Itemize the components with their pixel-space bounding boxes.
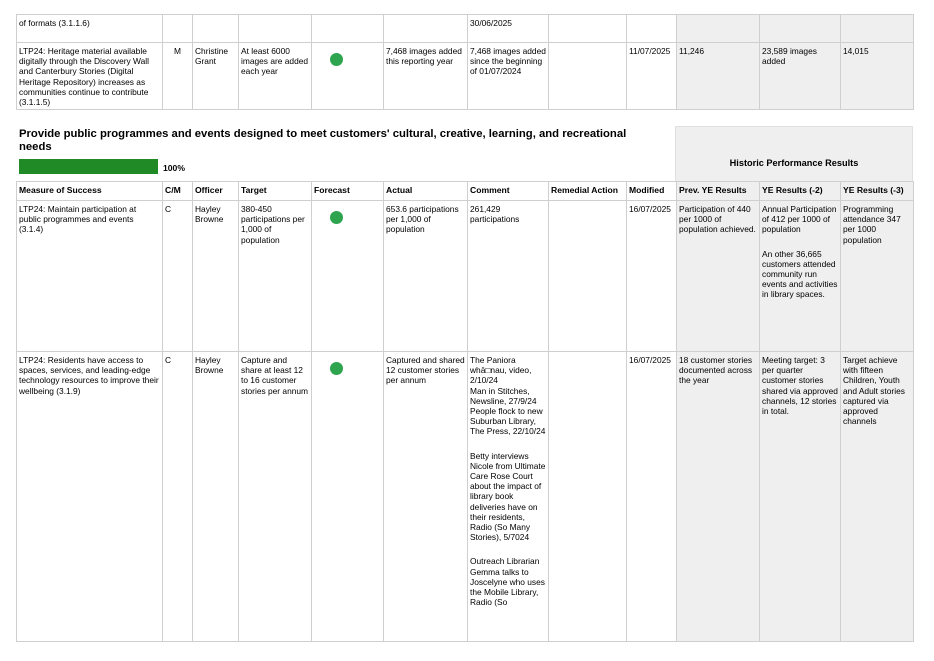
ye2-text: Annual Participation of 412 per 1000 of population xyxy=(762,204,837,235)
header-prev-ye: Prev. YE Results xyxy=(677,182,760,201)
target-cell: Capture and share at least 12 to 16 customer stories per annum xyxy=(239,352,312,642)
historic-results-title: Historic Performance Results xyxy=(729,158,859,168)
cm-cell: C xyxy=(163,352,193,642)
officer-cell: Hayley Browne xyxy=(193,201,239,352)
remedial-cell xyxy=(549,352,627,642)
table-row xyxy=(17,15,914,43)
actual-cell: 7,468 images added this reporting year xyxy=(384,43,468,110)
remedial-cell xyxy=(549,201,627,352)
header-row xyxy=(17,182,914,201)
modified-cell: 11/07/2025 xyxy=(627,43,677,110)
actual-cell: Captured and shared 12 customer stories per annum xyxy=(384,352,468,642)
header-measure: Measure of Success xyxy=(17,182,163,201)
comment-cell: 7,468 images added since the beginning of 01/07/2024 xyxy=(468,43,549,110)
progress-bar xyxy=(19,159,158,174)
ye2-cell xyxy=(760,352,841,642)
cm-cell: M xyxy=(163,43,193,110)
modified-cell: 16/07/2025 xyxy=(627,201,677,352)
actual-cell: 653.6 participations per 1,000 of population xyxy=(384,201,468,352)
comment-text: Outreach Librarian Gemma talks to Joscelyne who uses the Mobile Library, Radio (So xyxy=(470,556,545,608)
prev-ye-cell: Participation of 440 per 1000 of population achieved. xyxy=(677,201,760,352)
green-status-icon xyxy=(330,362,343,375)
modified-cell: 16/07/2025 xyxy=(627,352,677,642)
section-title: Provide public programmes and events designed to meet customers' cultural, creative, learning, and recreational needs xyxy=(19,128,627,154)
measure-cell: LTP24: Maintain participation at public programmes and events (3.1.4) xyxy=(17,201,163,352)
forecast-cell xyxy=(312,43,384,110)
progress-label: 100% xyxy=(163,163,185,173)
cm-cell xyxy=(163,15,193,43)
header-remedial: Remedial Action xyxy=(549,182,627,201)
comment-cell xyxy=(468,201,549,352)
table-row xyxy=(17,201,914,352)
officer-cell: Hayley Browne xyxy=(193,352,239,642)
target-cell xyxy=(239,15,312,43)
actual-cell xyxy=(384,15,468,43)
ye3-cell xyxy=(841,15,914,43)
prev-ye-cell: 18 customer stories documented across the year xyxy=(677,352,760,642)
prev-ye-cell: 11,246 xyxy=(677,43,760,110)
ye3-cell: Programming attendance 347 per 1000 population xyxy=(841,201,914,352)
measure-cell: LTP24: Heritage material available digitally through the Discovery Wall and Canterbury Stories (Digital Heritage Repository) increases as communities continue to contribute (3.1.1.5) xyxy=(17,43,163,110)
green-status-icon xyxy=(330,53,343,66)
measure-cell: LTP24: Residents have access to spaces, services, and leading-edge technology resources to improve their wellbeing (3.1.9) xyxy=(17,352,163,642)
measure-cell: of formats (3.1.1.6) xyxy=(17,15,163,43)
ye2-cell xyxy=(760,15,841,43)
ye3-cell: 14,015 xyxy=(841,43,914,110)
comment-text: Betty interviews Nicole from Ultimate Care Rose Court about the impact of library book deliveries have on their residents, Radio (So Many Stories), 5/7024 xyxy=(470,450,546,543)
table-row xyxy=(17,43,914,110)
comment-cell: 30/06/2025 xyxy=(468,15,549,43)
ye2-cell: 23,589 images added xyxy=(760,43,841,110)
header-officer: Officer xyxy=(193,182,239,201)
historic-results-header xyxy=(675,126,913,182)
target-cell: 380-450 participations per 1,000 of population xyxy=(239,201,312,352)
header-target: Target xyxy=(239,182,312,201)
forecast-cell xyxy=(312,352,384,642)
officer-cell xyxy=(193,15,239,43)
comment-cell xyxy=(468,352,549,642)
table-row xyxy=(17,352,914,642)
ye2-cell xyxy=(760,201,841,352)
ye2-text: An other 36,665 customers attended community run events and activities in library spaces. xyxy=(762,248,838,300)
forecast-cell xyxy=(312,15,384,43)
remedial-cell xyxy=(549,15,627,43)
header-cm: C/M xyxy=(163,182,193,201)
green-status-icon xyxy=(330,211,343,224)
header-forecast: Forecast xyxy=(312,182,384,201)
kpi-table xyxy=(16,181,914,642)
ye2-text: Meeting target: 3 per quarter customer stories shared via approved channels, 12 stories in total. xyxy=(762,355,838,417)
header-ye3: YE Results (-3) xyxy=(841,182,914,201)
header-ye2: YE Results (-2) xyxy=(760,182,841,201)
header-modified: Modified xyxy=(627,182,677,201)
remedial-cell xyxy=(549,43,627,110)
officer-cell: Christine Grant xyxy=(193,43,239,110)
header-comment: Comment xyxy=(468,182,549,201)
header-actual: Actual xyxy=(384,182,468,201)
cm-cell: C xyxy=(163,201,193,352)
progress-bar-fill xyxy=(19,159,158,174)
kpi-table-continued xyxy=(16,14,914,110)
ye3-cell: Target achieve with fifteen Children, Youth and Adult stories captured via approved channels xyxy=(841,352,914,642)
comment-text: The Paniora whā□nau, video, 2/10/24 Man in Stitches, Newsline, 27/9/24 People flock to new Suburban Library, The Press, 22/10/24 xyxy=(470,355,546,437)
target-cell: At least 6000 images are added each year xyxy=(239,43,312,110)
forecast-cell xyxy=(312,201,384,352)
modified-cell xyxy=(627,15,677,43)
comment-text: 261,429 participations xyxy=(470,204,520,225)
prev-ye-cell xyxy=(677,15,760,43)
